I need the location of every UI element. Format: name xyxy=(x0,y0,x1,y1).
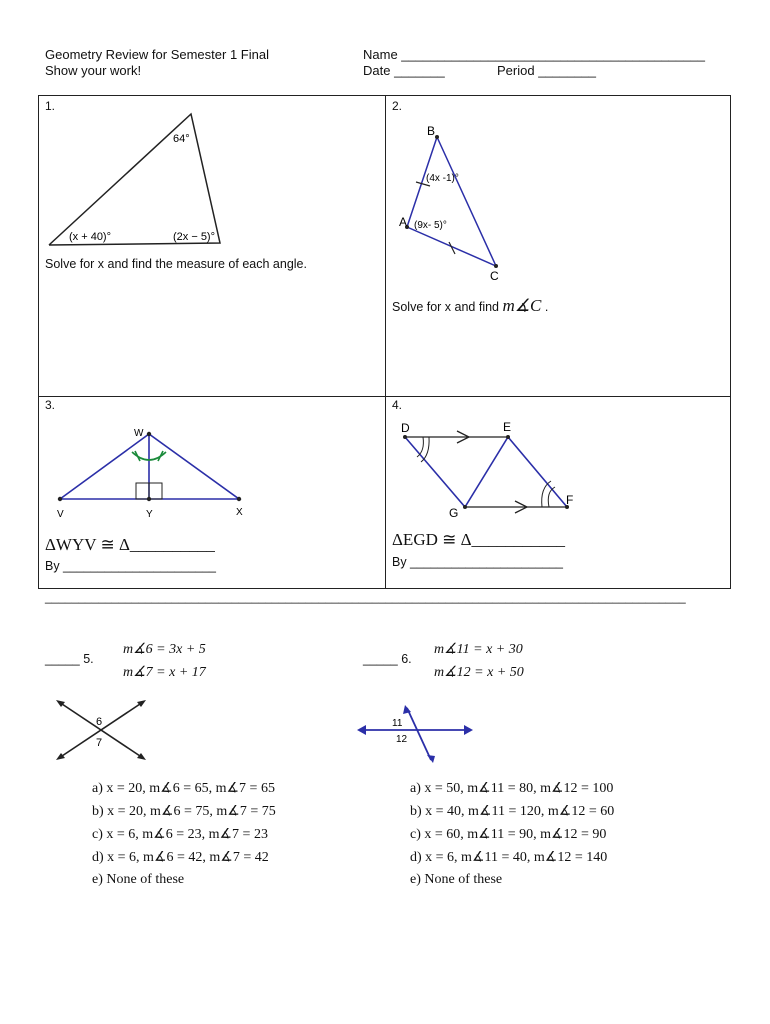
problem-3-number: 3. xyxy=(45,398,56,412)
problem-1-instruction: Solve for x and find the measure of each angle. xyxy=(45,257,307,271)
problem-1-number: 1. xyxy=(45,99,56,113)
problem-5-option-b[interactable]: b) x = 20, m∡6 = 75, m∡7 = 75 xyxy=(92,804,276,819)
problem-5-eq1: m∡6 = 3x + 5 xyxy=(123,642,206,657)
vertex-c-label: C xyxy=(490,269,499,283)
problem-4-by-line[interactable]: By ______________________ xyxy=(392,555,564,569)
angle-left-label: (x + 40)° xyxy=(69,231,111,243)
grid-divider-vertical xyxy=(385,96,386,588)
problem-2-triangle xyxy=(395,120,515,285)
angle-6-label: 6 xyxy=(96,716,103,728)
problem-5-option-e[interactable]: e) None of these xyxy=(92,872,185,887)
problem-2-number: 2. xyxy=(392,99,403,113)
angle-12-label: 12 xyxy=(396,734,408,745)
vertex-y-label: Y xyxy=(146,509,153,520)
vertex-v-label: V xyxy=(57,509,64,520)
problem-3-figure xyxy=(50,420,260,525)
vertex-d-label: D xyxy=(401,421,410,435)
vertex-x-label: X xyxy=(236,507,243,518)
problem-5-number[interactable]: _____ 5. xyxy=(45,652,94,666)
problem-6-eq2: m∡12 = x + 50 xyxy=(434,665,524,680)
vertex-a-label: A xyxy=(399,215,408,229)
vertex-e-label: E xyxy=(503,420,512,434)
problem-6-option-e[interactable]: e) None of these xyxy=(410,872,503,887)
problem-4-number: 4. xyxy=(392,398,403,412)
problem-5-option-a[interactable]: a) x = 20, m∡6 = 65, m∡7 = 65 xyxy=(92,781,275,796)
problem-6-option-b[interactable]: b) x = 40, m∡11 = 120, m∡12 = 60 xyxy=(410,804,615,819)
problem-6-intersecting-lines xyxy=(355,705,475,765)
problem-6-number[interactable]: _____ 6. xyxy=(363,652,412,666)
angle-7-label: 7 xyxy=(96,737,103,749)
worksheet-subtitle: Show your work! xyxy=(45,63,142,78)
problem-5-intersecting-lines xyxy=(52,695,152,765)
date-field[interactable]: Date _______ xyxy=(363,63,445,78)
problem-4-congruence[interactable]: ΔEGD ≅ Δ___________ xyxy=(392,530,566,549)
problem-6-option-a[interactable]: a) x = 50, m∡11 = 80, m∡12 = 100 xyxy=(410,781,614,796)
angle-11-label: 11 xyxy=(392,718,403,729)
problem-1-triangle xyxy=(40,108,240,248)
grid-divider-horizontal xyxy=(39,396,730,397)
worksheet-title: Geometry Review for Semester 1 Final xyxy=(45,47,269,62)
m-angle-c: m∡C xyxy=(502,296,542,315)
problem-5-eq2: m∡7 = x + 17 xyxy=(123,665,206,680)
angle-b-label: (4x -1)° xyxy=(426,173,459,184)
vertex-f-label: F xyxy=(566,493,574,507)
problem-5-option-c[interactable]: c) x = 6, m∡6 = 23, m∡7 = 23 xyxy=(92,827,268,842)
name-field[interactable]: Name __________________________________________ xyxy=(363,47,705,62)
section-divider: ________________________________________________________________________________________________ xyxy=(45,590,686,604)
angle-a-label: (9x- 5)° xyxy=(414,220,447,231)
problem-4-figure xyxy=(395,420,585,525)
angle-top-label: 64° xyxy=(173,133,190,145)
problem-6-option-d[interactable]: d) x = 6, m∡11 = 40, m∡12 = 140 xyxy=(410,850,608,865)
problem-5-option-d[interactable]: d) x = 6, m∡6 = 42, m∡7 = 42 xyxy=(92,850,269,865)
problem-6-option-c[interactable]: c) x = 60, m∡11 = 90, m∡12 = 90 xyxy=(410,827,607,842)
vertex-b-label: B xyxy=(427,124,436,138)
vertex-w-label: W xyxy=(134,428,144,439)
problem-3-congruence[interactable]: ΔWYV ≅ Δ__________ xyxy=(45,535,215,554)
angle-right-label: (2x − 5)° xyxy=(173,231,215,243)
problem-2-instruction: Solve for x and find m∡C . xyxy=(392,296,549,315)
problem-3-by-line[interactable]: By ______________________ xyxy=(45,559,217,573)
period-field[interactable]: Period ________ xyxy=(497,63,597,78)
problem-6-eq1: m∡11 = x + 30 xyxy=(434,642,523,657)
vertex-g-label: G xyxy=(449,506,459,520)
